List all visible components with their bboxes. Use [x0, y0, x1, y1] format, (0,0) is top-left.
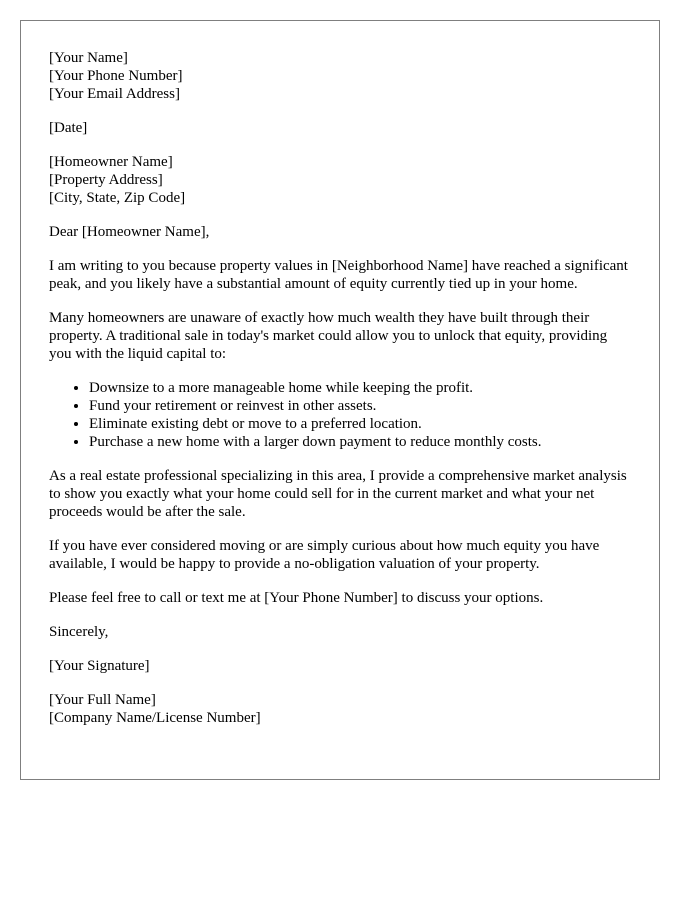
signoff-block: [49, 691, 631, 727]
sender-block: [49, 49, 631, 103]
recipient-block: [49, 153, 631, 207]
paragraph-offer: If you have ever considered moving or are simply curious about how much equity you have available, I would be happy to provide a no-obligation valuation of your property.: [49, 538, 600, 572]
list-item: • Fund your retirement or reinvest in other assets.: [89, 397, 631, 415]
recipient-name: [Homeowner Name]: [49, 154, 173, 170]
list-item: • Purchase a new home with a larger down payment to reduce monthly costs.: [89, 433, 631, 451]
paragraph-intro: I am writing to you because property values in [Neighborhood Name] have reached a significant peak, and you likely have a substantial amount of equity currently tied up in your home.: [49, 258, 628, 292]
paragraph-contact: Please feel free to call or text me at [Your Phone Number] to discuss your options.: [49, 590, 544, 606]
list-item: • Eliminate existing debt or move to a preferred location.: [89, 415, 631, 433]
sender-name: [Your Name]: [49, 50, 128, 66]
signoff-company: [Company Name/License Number]: [49, 710, 261, 726]
paragraph-professional: As a real estate professional specializing in this area, I provide a comprehensive market analysis to show you exactly what your home could sell for in the current market and what your net proceeds would be after the sale.: [49, 468, 627, 520]
benefits-list: [49, 379, 631, 451]
paragraph-wealth: Many homeowners are unaware of exactly how much wealth they have built through their property. A traditional sale in today's market could allow you to unlock that equity, providing you with the liquid capital to:: [49, 310, 608, 362]
sender-phone: [Your Phone Number]: [49, 68, 183, 84]
recipient-address: [Property Address]: [49, 172, 163, 188]
letter-date: [Date]: [49, 120, 88, 136]
letter-page: [20, 20, 660, 780]
salutation: Dear [Homeowner Name],: [49, 224, 210, 240]
closing: Sincerely,: [49, 624, 109, 640]
recipient-city-state-zip: [City, State, Zip Code]: [49, 190, 186, 206]
signature: [Your Signature]: [49, 658, 150, 674]
signoff-full-name: [Your Full Name]: [49, 692, 156, 708]
list-item: • Downsize to a more manageable home while keeping the profit.: [89, 379, 631, 397]
sender-email: [Your Email Address]: [49, 86, 180, 102]
date-block: [49, 119, 631, 137]
